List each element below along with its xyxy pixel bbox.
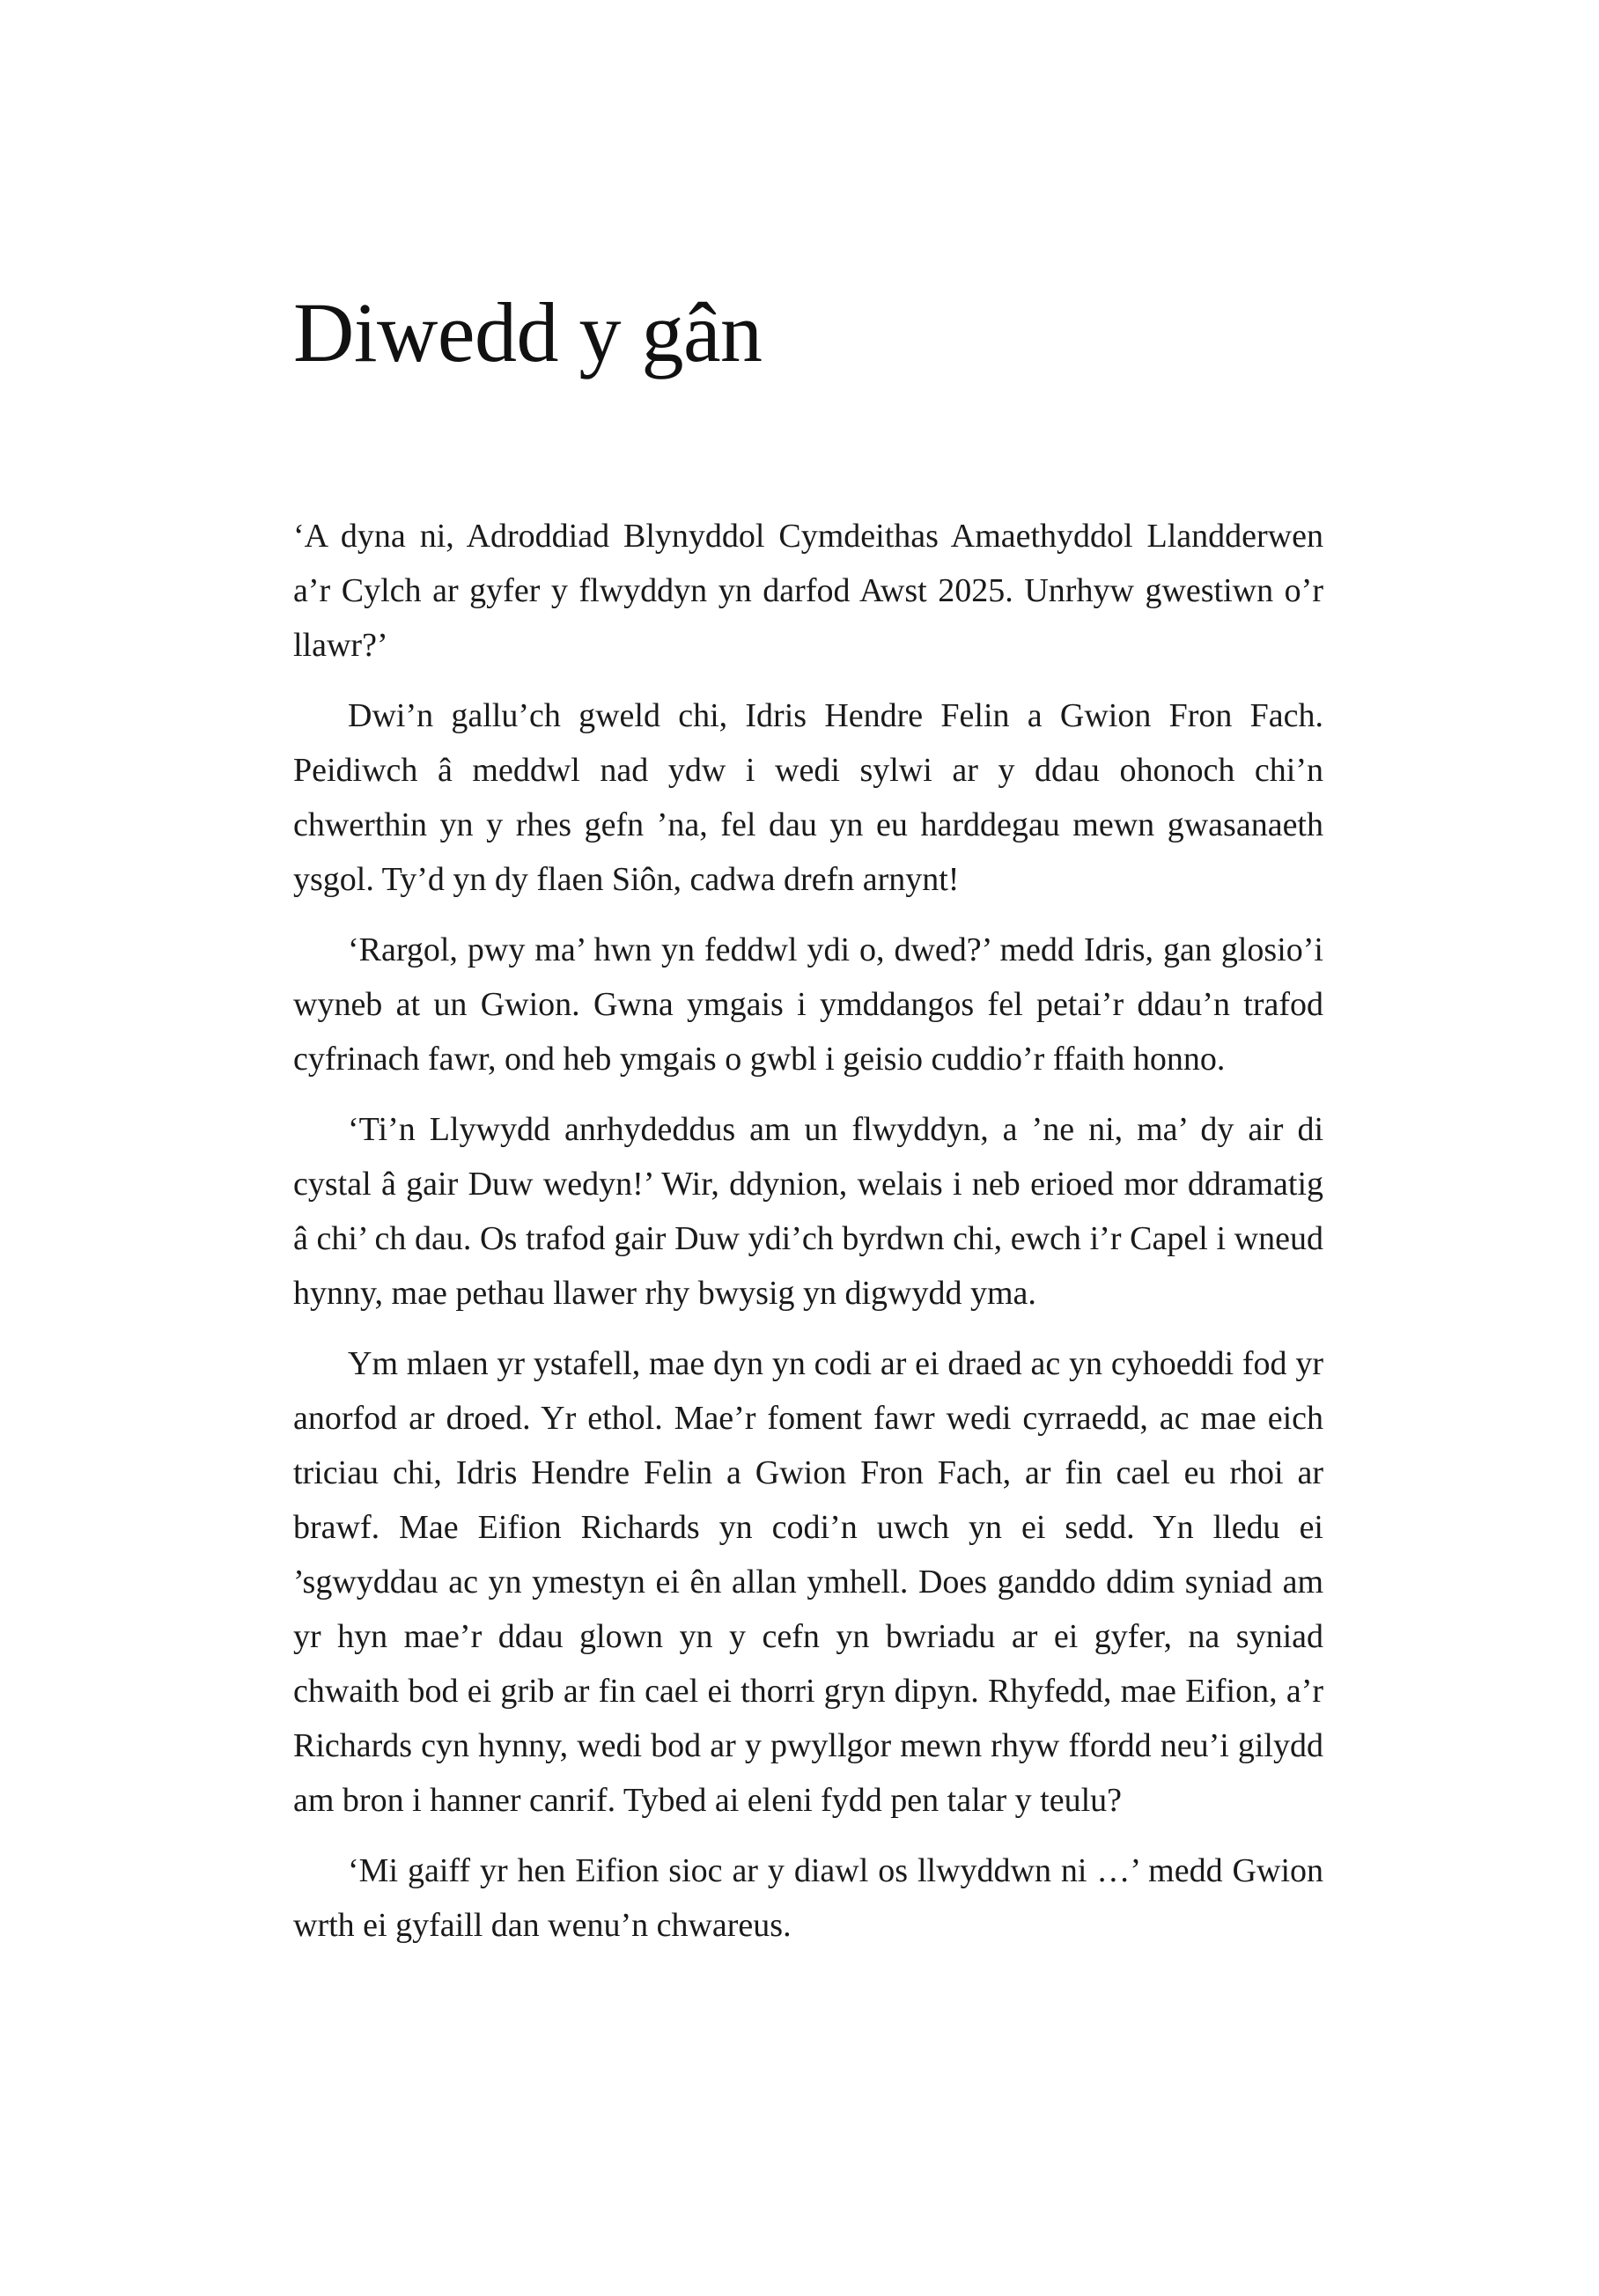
paragraph: ‘Ti’n Llywydd anrhydeddus am un flwyddyn, a ’ne ni, ma’ dy air di cystal â gair Duw wedyn!’ Wir, ddynion, welais i neb erioed mor ddramatig â chi’ ch dau. Os trafod gair Duw ydi’ch byrdwn chi, ewch i’r Capel i wneud hynny, mae pethau llawer rhy bwysig yn digwydd yma. [293,1111,1323,1312]
chapter-title: Diwedd y gân [293,285,763,379]
paragraph: Ym mlaen yr ystafell, mae dyn yn codi ar ei draed ac yn cyhoeddi fod yr anorfod ar droed. Yr ethol. Mae’r foment fawr wedi cyrraedd, ac mae eich triciau chi, Idris Hendre Felin a Gwion Fron Fach, ar fin cael eu rhoi ar brawf. Mae Eifion Richards yn codi’n uwch yn ei sedd. Yn lledu ei ’sgwyddau ac yn ymestyn ei ên allan ymhell. Does ganddo ddim syniad am yr hyn mae’r ddau glown yn y cefn yn bwriadu ar ei gyfer, na syniad chwaith bod ei grib ar fin cael ei thorri gryn dipyn. Rhyfedd, mae Eifion, a’r Richards cyn hynny, wedi bod ar y pwyllgor mewn rhyw ffordd neu’i gilydd am bron i hanner canrif. Tybed ai eleni fydd pen talar y teulu? [293,1345,1323,1819]
paragraph: ‘Rargol, pwy ma’ hwn yn feddwl ydi o, dwed?’ medd Idris, gan glosio’i wyneb at un Gwion. Gwna ymgais i ymddangos fel petai’r ddau’n trafod cyfrinach fawr, ond heb ymgais o gwbl i geisio cuddio’r ffaith honno. [293,931,1323,1078]
chapter-body [293,509,1323,1953]
page [293,0,1323,1969]
paragraph: ‘A dyna ni, Adroddiad Blynyddol Cymdeithas Amaethyddol Llandderwen a’r Cylch ar gyfer y flwyddyn yn darfod Awst 2025. Unrhyw gwestiwn o’r llawr?’ [293,518,1323,664]
paragraph: Dwi’n gallu’ch gweld chi, Idris Hendre Felin a Gwion Fron Fach. Peidiwch â meddwl nad ydw i wedi sylwi ar y ddau ohonoch chi’n chwerthin yn y rhes gefn ’na, fel dau yn eu harddegau mewn gwasanaeth ysgol. Ty’d yn dy flaen Siôn, cadwa drefn arnynt! [293,697,1323,898]
paragraph: ‘Mi gaiff yr hen Eifion sioc ar y diawl os llwyddwn ni …’ medd Gwion wrth ei gyfaill dan wenu’n chwareus. [293,1852,1323,1944]
